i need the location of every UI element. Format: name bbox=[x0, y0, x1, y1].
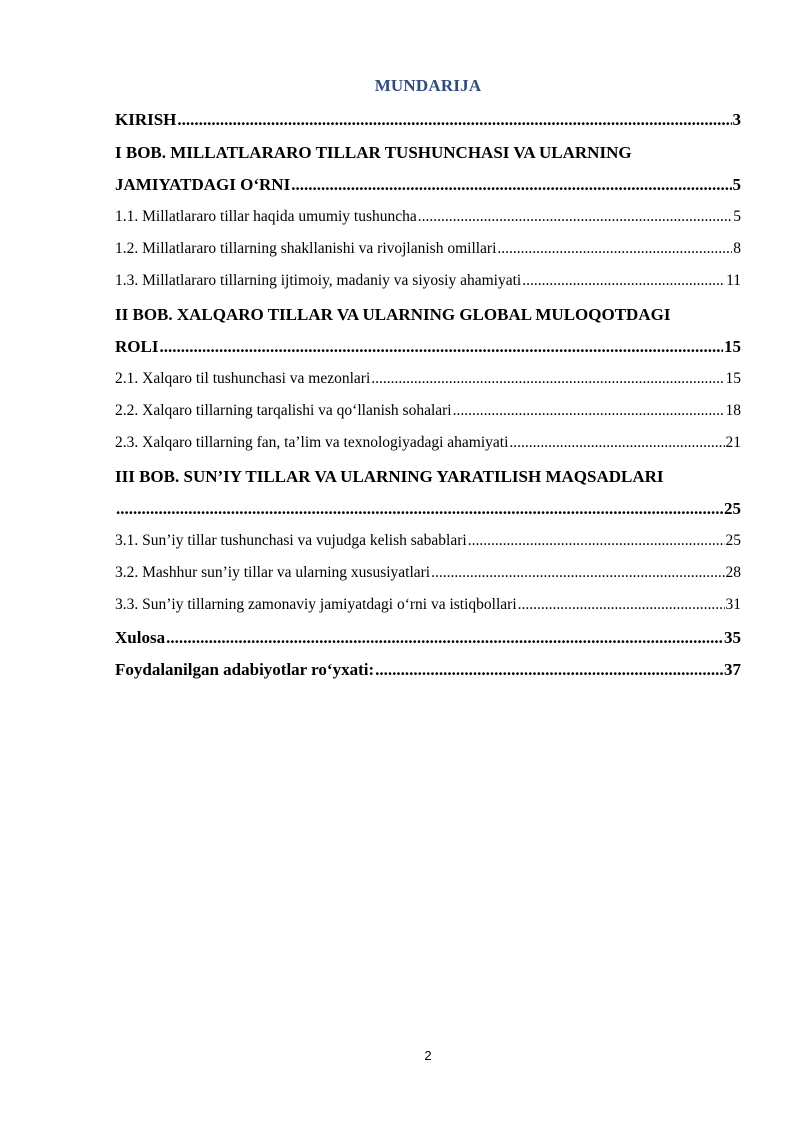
leader-dots bbox=[371, 370, 724, 388]
toc-entry-text: Xulosa bbox=[115, 628, 166, 647]
leader-dots bbox=[375, 660, 723, 680]
toc-entry-page: 18 bbox=[725, 402, 741, 419]
toc-chapter-1-line1[interactable]: I BOB. MILLATLARARO TILLAR TUSHUNCHASI VA ULARNING bbox=[115, 143, 632, 162]
toc-entry-1-3[interactable] bbox=[115, 272, 741, 290]
leader-dots bbox=[116, 499, 723, 519]
toc-entry-2-3[interactable] bbox=[115, 434, 741, 452]
leader-dots bbox=[431, 564, 724, 582]
toc-entry-text: JAMIYATDAGI O‘RNI bbox=[115, 175, 291, 194]
toc-entry-text: 3.1. Sun’iy tillar tushunchasi va vujudga kelish sabablari bbox=[115, 532, 467, 549]
toc-entry-text: 1.3. Millatlararo tillarning ijtimoiy, madaniy va siyosiy ahamiyati bbox=[115, 272, 522, 289]
leader-dots bbox=[166, 628, 723, 648]
toc-entry-kirish[interactable] bbox=[115, 110, 741, 130]
toc-entry-page: 8 bbox=[733, 240, 741, 257]
toc-entry-page: 37 bbox=[724, 660, 741, 679]
toc-entry-chapter-1[interactable] bbox=[115, 175, 741, 195]
toc-entry-page: 3 bbox=[732, 110, 741, 129]
toc-entry-2-2[interactable] bbox=[115, 402, 741, 420]
toc-entry-text: 1.1. Millatlararo tillar haqida umumiy tushuncha bbox=[115, 208, 417, 225]
toc-entry-text: 2.1. Xalqaro til tushunchasi va mezonlari bbox=[115, 370, 371, 387]
toc-entry-page: 5 bbox=[733, 208, 741, 225]
toc-entry-2-1[interactable] bbox=[115, 370, 741, 388]
toc-entry-text: 2.2. Xalqaro tillarning tarqalishi va qo‘llanish sohalari bbox=[115, 402, 452, 419]
toc-entry-3-2[interactable] bbox=[115, 564, 741, 582]
toc-entry-page: 5 bbox=[732, 175, 741, 194]
toc-entry-text: 3.3. Sun’iy tillarning zamonaviy jamiyatdagi o‘rni va istiqbollari bbox=[115, 596, 517, 613]
toc-entry-1-2[interactable] bbox=[115, 240, 741, 258]
leader-dots bbox=[497, 240, 732, 258]
leader-dots bbox=[418, 208, 732, 226]
toc-entry-page: 21 bbox=[725, 434, 741, 451]
leader-dots bbox=[518, 596, 725, 614]
toc-entry-page: 35 bbox=[724, 628, 741, 647]
toc-entry-text: KIRISH bbox=[115, 110, 177, 129]
toc-entry-text: ROLI bbox=[115, 337, 159, 356]
toc-entry-page: 15 bbox=[724, 337, 741, 356]
toc-entry-page: 11 bbox=[726, 272, 741, 289]
toc-entry-page: 31 bbox=[725, 596, 741, 613]
toc-entry-text: 2.3. Xalqaro tillarning fan, ta’lim va texnologiyadagi ahamiyati bbox=[115, 434, 509, 451]
toc-entry-text: 1.2. Millatlararo tillarning shakllanishi va rivojlanish omillari bbox=[115, 240, 497, 257]
leader-dots bbox=[159, 337, 723, 357]
toc-entry-text: Foydalanilgan adabiyotlar ro‘yxati: bbox=[115, 660, 375, 679]
toc-chapter-3-line1[interactable]: III BOB. SUN’IY TILLAR VA ULARNING YARATILISH MAQSADLARI bbox=[115, 467, 664, 486]
toc-chapter-2-line1[interactable]: II BOB. XALQARO TILLAR VA ULARNING GLOBAL MULOQOTDAGI bbox=[115, 305, 671, 324]
toc-entry-page: 28 bbox=[725, 564, 741, 581]
toc-entry-page: 25 bbox=[725, 532, 741, 549]
toc-entry-3-3[interactable] bbox=[115, 596, 741, 614]
toc-entry-chapter-3[interactable] bbox=[115, 499, 741, 519]
toc-entry-xulosa[interactable] bbox=[115, 628, 741, 648]
leader-dots bbox=[509, 434, 724, 452]
toc-title: MUNDARIJA bbox=[374, 76, 482, 95]
leader-dots bbox=[468, 532, 725, 550]
toc-entry-page: 15 bbox=[725, 370, 741, 387]
leader-dots bbox=[177, 110, 731, 130]
leader-dots bbox=[291, 175, 731, 195]
toc-entry-text: 3.2. Mashhur sun’iy tillar va ularning xususiyatlari bbox=[115, 564, 431, 581]
toc-entry-1-1[interactable] bbox=[115, 208, 741, 226]
page-number: 2 bbox=[424, 1048, 432, 1063]
toc-entry-references[interactable] bbox=[115, 660, 741, 680]
toc-entry-3-1[interactable] bbox=[115, 532, 741, 550]
leader-dots bbox=[522, 272, 725, 290]
toc-entry-page: 25 bbox=[724, 499, 741, 518]
toc-entry-chapter-2[interactable] bbox=[115, 337, 741, 357]
leader-dots bbox=[453, 402, 725, 420]
